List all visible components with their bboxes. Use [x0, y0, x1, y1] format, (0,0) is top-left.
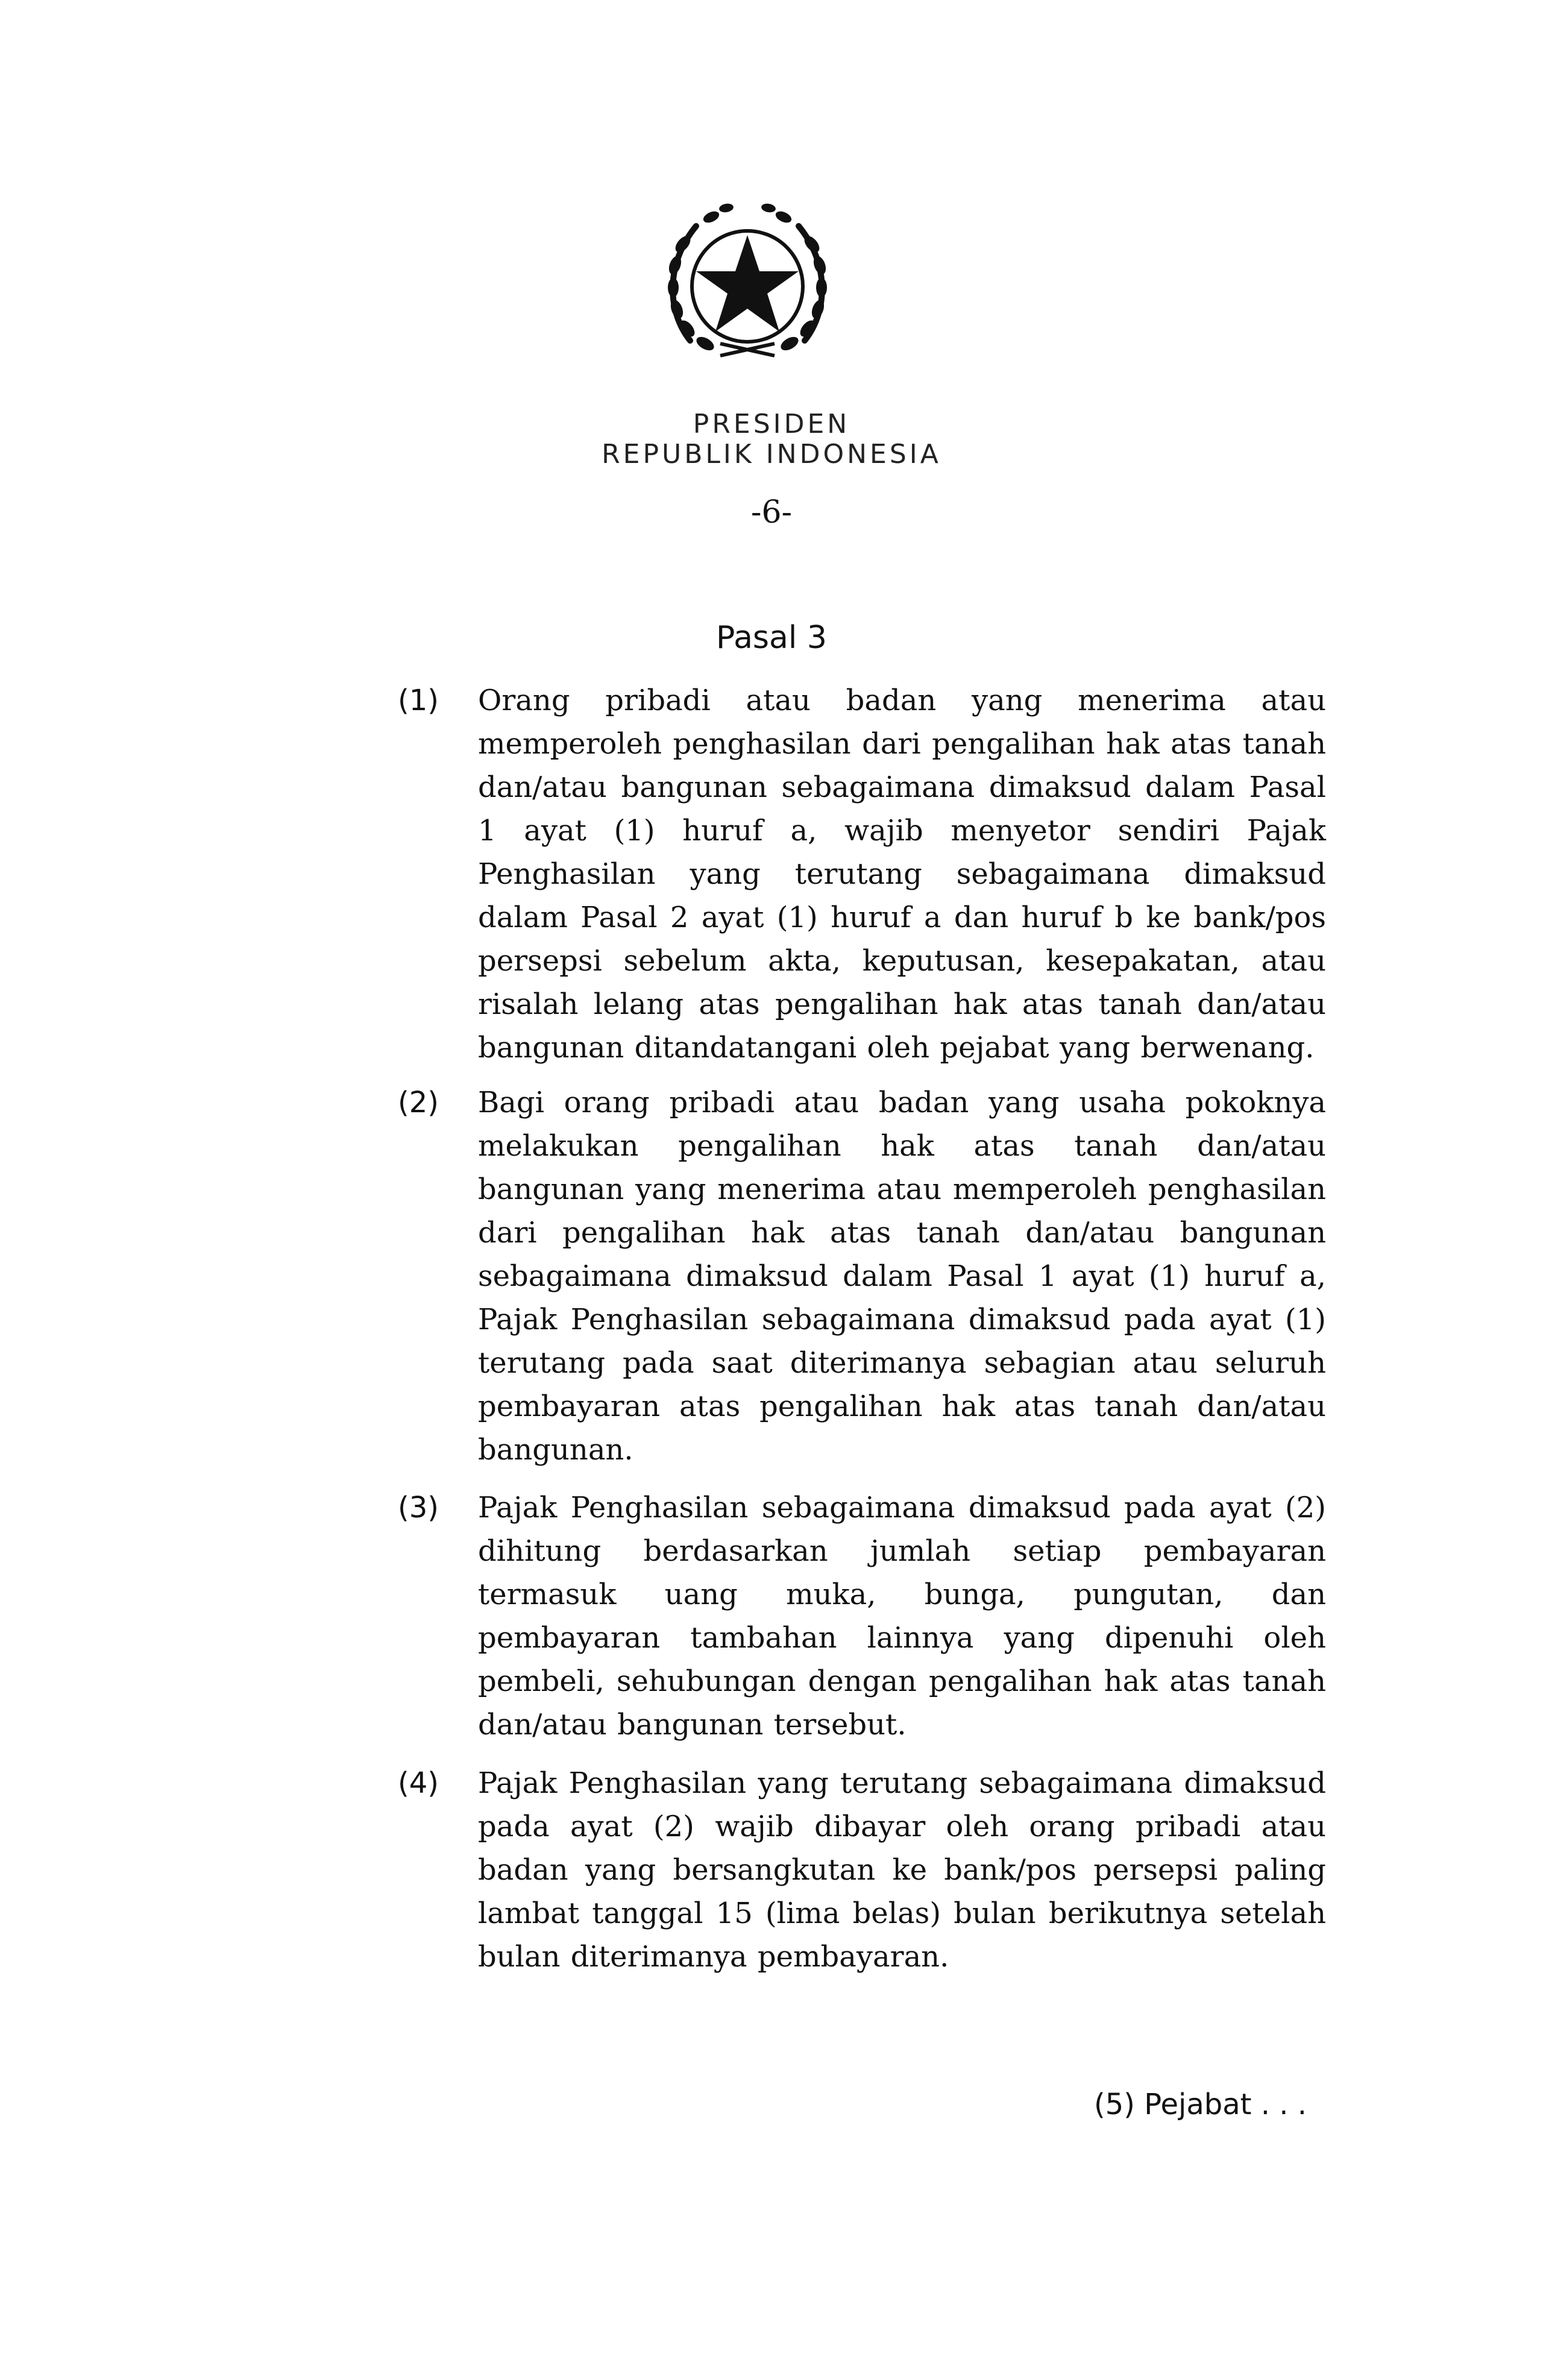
ayat-text: Pajak Penghasilan sebagaimana dimaksud pada ayat (2) dihitung berdasarkan jumlah setiap pembayaran termasuk uang muka, bunga, pungutan, dan pembayaran tambahan lainnya yang dipenuhi oleh pembeli, sehubungan dengan pengalihan hak atas tanah dan/atau bangunan tersebut.	[478, 1491, 1326, 1742]
presidential-emblem-icon	[654, 190, 841, 377]
ayat-text: Bagi orang pribadi atau badan yang usaha pokoknya melakukan pengalihan hak atas tanah dan/atau bangunan yang menerima atau memperoleh penghasilan dari pengalihan hak atas tanah dan/atau bangunan sebagaimana dimaksud dalam Pasal 1 ayat (1) huruf a, Pajak Penghasilan sebagaimana dimaksud pada ayat (1) terutang pada saat diterimanya sebagian atau seluruh pembayaran atas pengalihan hak atas tanah dan/atau bangunan.	[478, 1086, 1326, 1467]
ayat-text: Pajak Penghasilan yang terutang sebagaimana dimaksud pada ayat (2) wajib dibayar oleh orang pribadi atau badan yang bersangkutan ke bank/pos persepsi paling lambat tanggal 15 (lima belas) bulan berikutnya setelah bulan diterimanya pembayaran.	[478, 1766, 1326, 1974]
pasal-title: Pasal 3	[716, 620, 827, 656]
header-presiden: PRESIDEN	[693, 409, 850, 439]
ayat-number: (3)	[398, 1491, 439, 1525]
ayat-number: (4)	[398, 1766, 439, 1800]
continuation-text: (5) Pejabat . . .	[1094, 2088, 1307, 2121]
ayat-number: (2)	[398, 1086, 439, 1119]
header-republik-indonesia: REPUBLIK INDONESIA	[602, 439, 941, 470]
ayat-number: (1)	[398, 684, 439, 717]
ayat-text: Orang pribadi atau badan yang menerima atau memperoleh penghasilan dari pengalihan hak atas tanah dan/atau bangunan sebagaimana dimaksud dalam Pasal 1 ayat (1) huruf a, wajib menyetor sendiri Pajak Penghasilan yang terutang sebagaimana dimaksud dalam Pasal 2 ayat (1) huruf a dan huruf b ke bank/pos persepsi sebelum akta, keputusan, kesepakatan, atau risalah lelang atas pengalihan hak atas tanah dan/atau bangunan ditandatangani oleh pejabat yang berwenang.	[478, 684, 1326, 1065]
page-number: -6-	[750, 494, 793, 530]
